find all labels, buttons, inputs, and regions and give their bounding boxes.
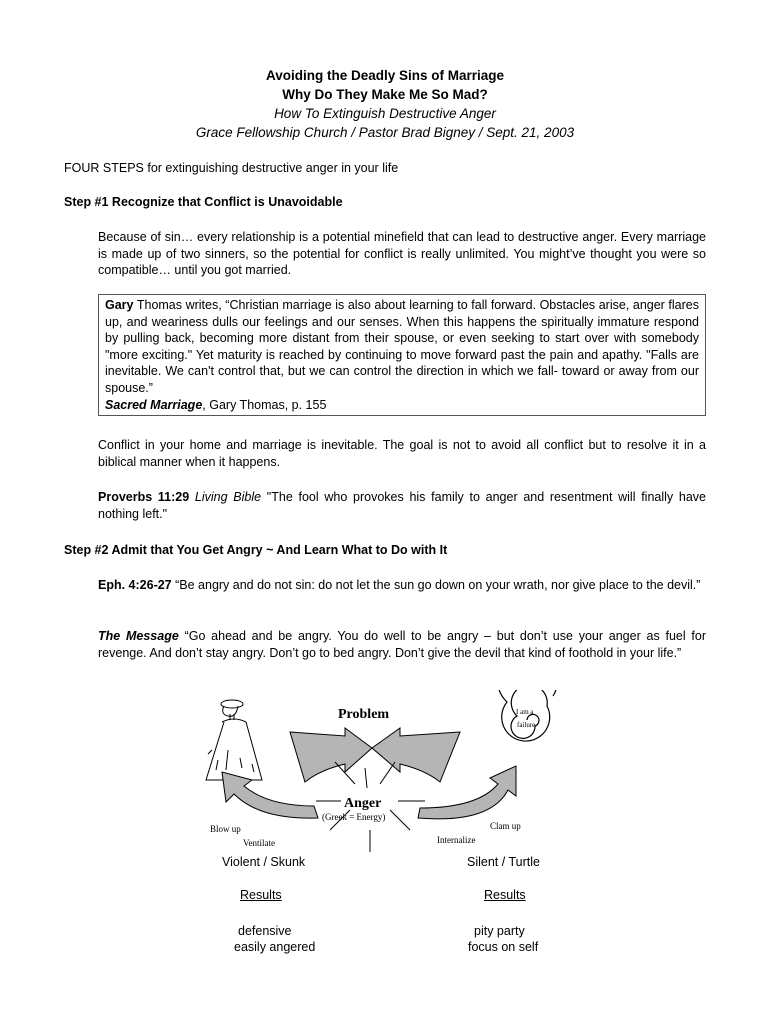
results-left-heading: Results bbox=[240, 888, 282, 902]
silent-turtle-label: Silent / Turtle bbox=[467, 855, 540, 869]
message-verse bbox=[98, 628, 706, 661]
problem-arrow-right bbox=[372, 728, 460, 782]
ephesians-verse bbox=[98, 577, 706, 594]
quote-text: Thomas writes, “Christian marriage is also about learning to fall forward. Obstacles arise, anger flares up, and weariness dulls our feelings and our senses. When this happens the spiritually immature respond by pulling back, becoming more distant from their spouse, or even seeking to start over with somebody "more exciting." Yet maturity is reached by continuing to move forward past the pain and apathy. "Falls are inevitable. We can't control that, but we can control the direction in which we fall- toward or away from our spouse.” bbox=[105, 298, 699, 395]
doc-title-line1: Avoiding the Deadly Sins of Marriage bbox=[265, 68, 505, 83]
quote-author: Gary bbox=[105, 298, 134, 312]
quote-box bbox=[98, 294, 706, 416]
ephesians-text: “Be angry and do not sin: do not let the sun go down on your wrath, nor give place to the devil.” bbox=[171, 578, 701, 592]
step1-heading: Step #1 Recognize that Conflict is Unavoidable bbox=[64, 195, 343, 209]
right-result-2: focus on self bbox=[468, 940, 539, 954]
ventilate-label: Ventilate bbox=[243, 838, 275, 848]
proverbs-text: "The fool who provokes his family to anger and resentment will finally have nothing left." bbox=[98, 490, 706, 521]
spiral-text-1: I am a bbox=[516, 708, 534, 716]
blow-up-label: Blow up bbox=[210, 824, 241, 834]
left-result-1: defensive bbox=[238, 924, 292, 938]
violent-skunk-label: Violent / Skunk bbox=[222, 855, 306, 869]
doc-subtitle: How To Extinguish Destructive Anger bbox=[274, 106, 496, 121]
doc-title-line2: Why Do They Make Me So Mad? bbox=[282, 87, 488, 102]
quote-source-title: Sacred Marriage bbox=[105, 397, 203, 412]
problem-arrow-left bbox=[290, 728, 372, 782]
anger-diagram bbox=[0, 690, 770, 870]
doc-byline: Grace Fellowship Church / Pastor Brad Bigney / Sept. 21, 2003 bbox=[195, 125, 575, 140]
step1-paragraph2: Conflict in your home and marriage is inevitable. The goal is not to avoid all conflict but to resolve it in a biblical manner when it happens. bbox=[98, 438, 706, 469]
quote-source-rest: , Gary Thomas, p. 155 bbox=[202, 397, 327, 412]
message-text: “Go ahead and be angry. You do well to be angry – but don’t use your anger as fuel for revenge. And don’t stay angry. Don’t go to bed angry. Don’t give the devil that kind of foothold in your life.” bbox=[98, 629, 706, 660]
greek-label: (Greek = Energy) bbox=[322, 812, 386, 822]
internalize-label: Internalize bbox=[437, 835, 476, 845]
message-ref: The Message bbox=[98, 629, 179, 643]
proverbs-verse bbox=[98, 489, 706, 522]
problem-label: Problem bbox=[338, 707, 390, 722]
left-result-2: easily angered bbox=[234, 940, 316, 954]
clam-up-label: Clam up bbox=[490, 821, 521, 831]
results-right-heading: Results bbox=[484, 888, 526, 902]
proverbs-ref: Proverbs 11:29 bbox=[98, 490, 190, 504]
spiral-text-2: failure bbox=[517, 721, 536, 729]
volcano-icon bbox=[206, 700, 262, 780]
ephesians-ref: Eph. 4:26-27 bbox=[98, 578, 172, 592]
step1-paragraph: Because of sin… every relationship is a potential minefield that can lead to destructive anger. Every marriage is made up of two sinners, so the potential for conflict is really unlimited. You might’ve thought you were so compatible… until you got married. bbox=[98, 230, 706, 278]
intro-line: FOUR STEPS for extinguishing destructive anger in your life bbox=[64, 161, 399, 175]
right-result-1: pity party bbox=[474, 924, 525, 938]
step2-heading: Step #2 Admit that You Get Angry ~ And Learn What to Do with It bbox=[64, 543, 448, 557]
proverbs-version: Living Bible bbox=[194, 490, 262, 504]
anger-label: Anger bbox=[344, 796, 382, 811]
